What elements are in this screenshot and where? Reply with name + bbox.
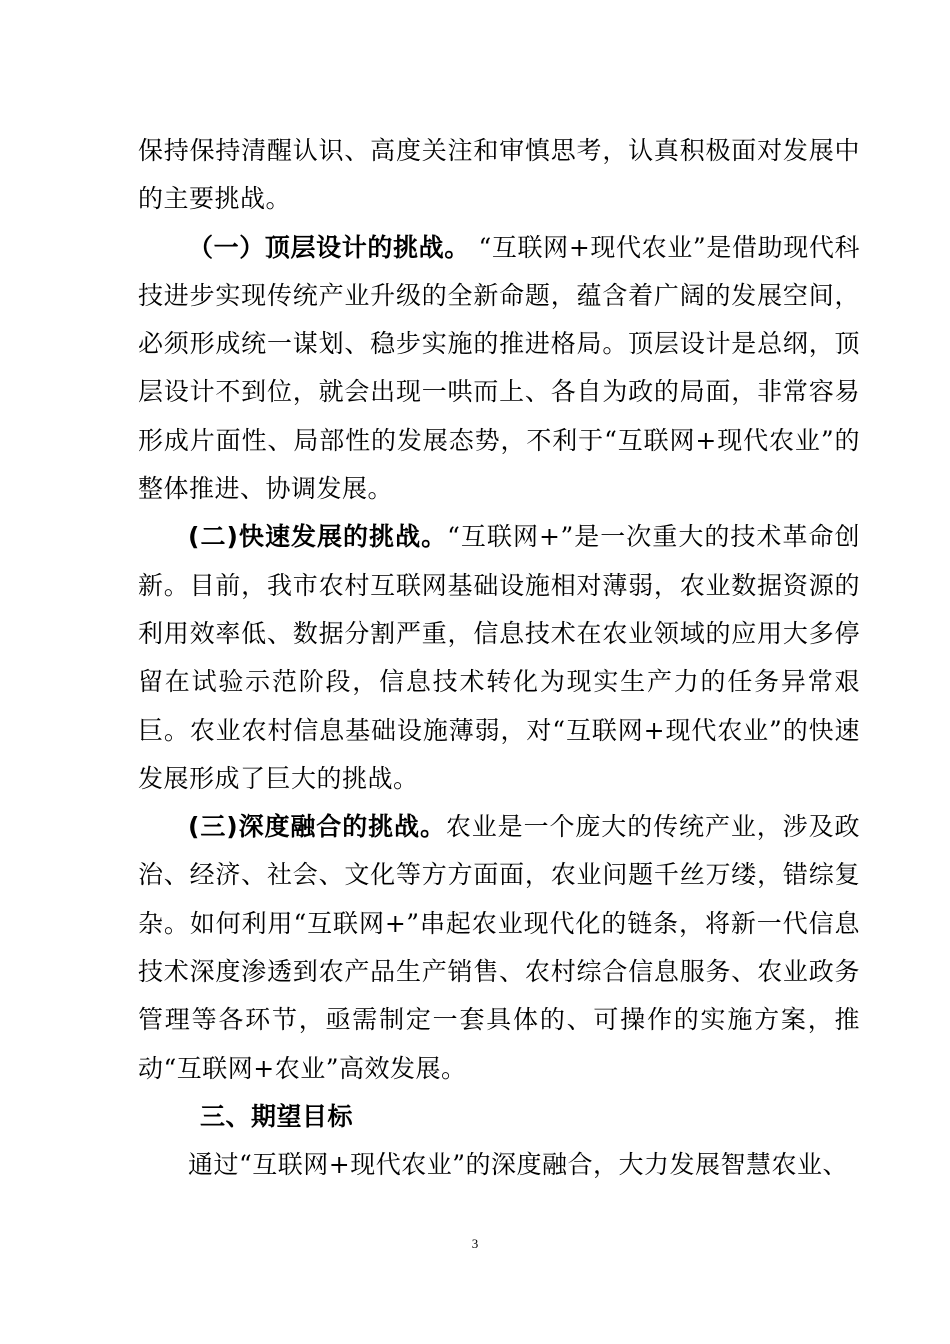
body-text (138, 127, 860, 1190)
paragraph-deep-integration (138, 803, 860, 1093)
page-number: 3 (471, 1236, 479, 1251)
paragraph-heading-deep-integration: (三)深度融合的挑战。 (188, 812, 446, 842)
paragraph-heading-top-level-design: （一）顶层设计的挑战。 (188, 232, 470, 262)
paragraph-heading-rapid-development: (二)快速发展的挑战。 (188, 522, 448, 552)
paragraph-body-deep-integration: 农业是一个庞大的传统产业，涉及政治、经济、社会、文化等方方面面，农业问题千丝万缕，错综复杂。如何利用“互联网+”串起农业现代化的链条，将新一代信息技术深度渗透到农产品生产销售、农村综合信息服务、农业政务管理等各环节，亟需制定一套具体的、可操作的实施方案，推动“互联网+农业”高效发展。 (138, 812, 860, 1083)
paragraph-intro (138, 127, 860, 224)
paragraph-body-top-level-design: “互联网+现代农业”是借助现代科技进步实现传统产业升级的全新命题，蕴含着广阔的发展空间，必须形成统一谋划、稳步实施的推进格局。顶层设计是总纲，顶层设计不到位，就会出现一哄而上、各自为政的局面，非常容易形成片面性、局部性的发展态势，不利于“互联网+现代农业”的整体推进、协调发展。 (138, 232, 860, 504)
paragraph-goals (138, 1141, 860, 1189)
paragraph-top-level-design (138, 224, 860, 514)
paragraph-body-rapid-development: “互联网+”是一次重大的技术革命创新。目前，我市农村互联网基础设施相对薄弱，农业数据资源的利用效率低、数据分割严重，信息技术在农业领域的应用大多停留在试验示范阶段，信息技术转化为现实生产力的任务异常艰巨。农业农村信息基础设施薄弱，对“互联网+现代农业”的快速发展形成了巨大的挑战。 (138, 522, 860, 793)
section-heading: 三、期望目标 (200, 1101, 354, 1131)
paragraph-goals-text: 通过“互联网+现代农业”的深度融合，大力发展智慧农业、 (188, 1150, 849, 1180)
paragraph-rapid-development (138, 513, 860, 803)
paragraph-intro-text: 保持保持清醒认识、高度关注和审慎思考，认真积极面对发展中的主要挑战。 (138, 136, 860, 214)
